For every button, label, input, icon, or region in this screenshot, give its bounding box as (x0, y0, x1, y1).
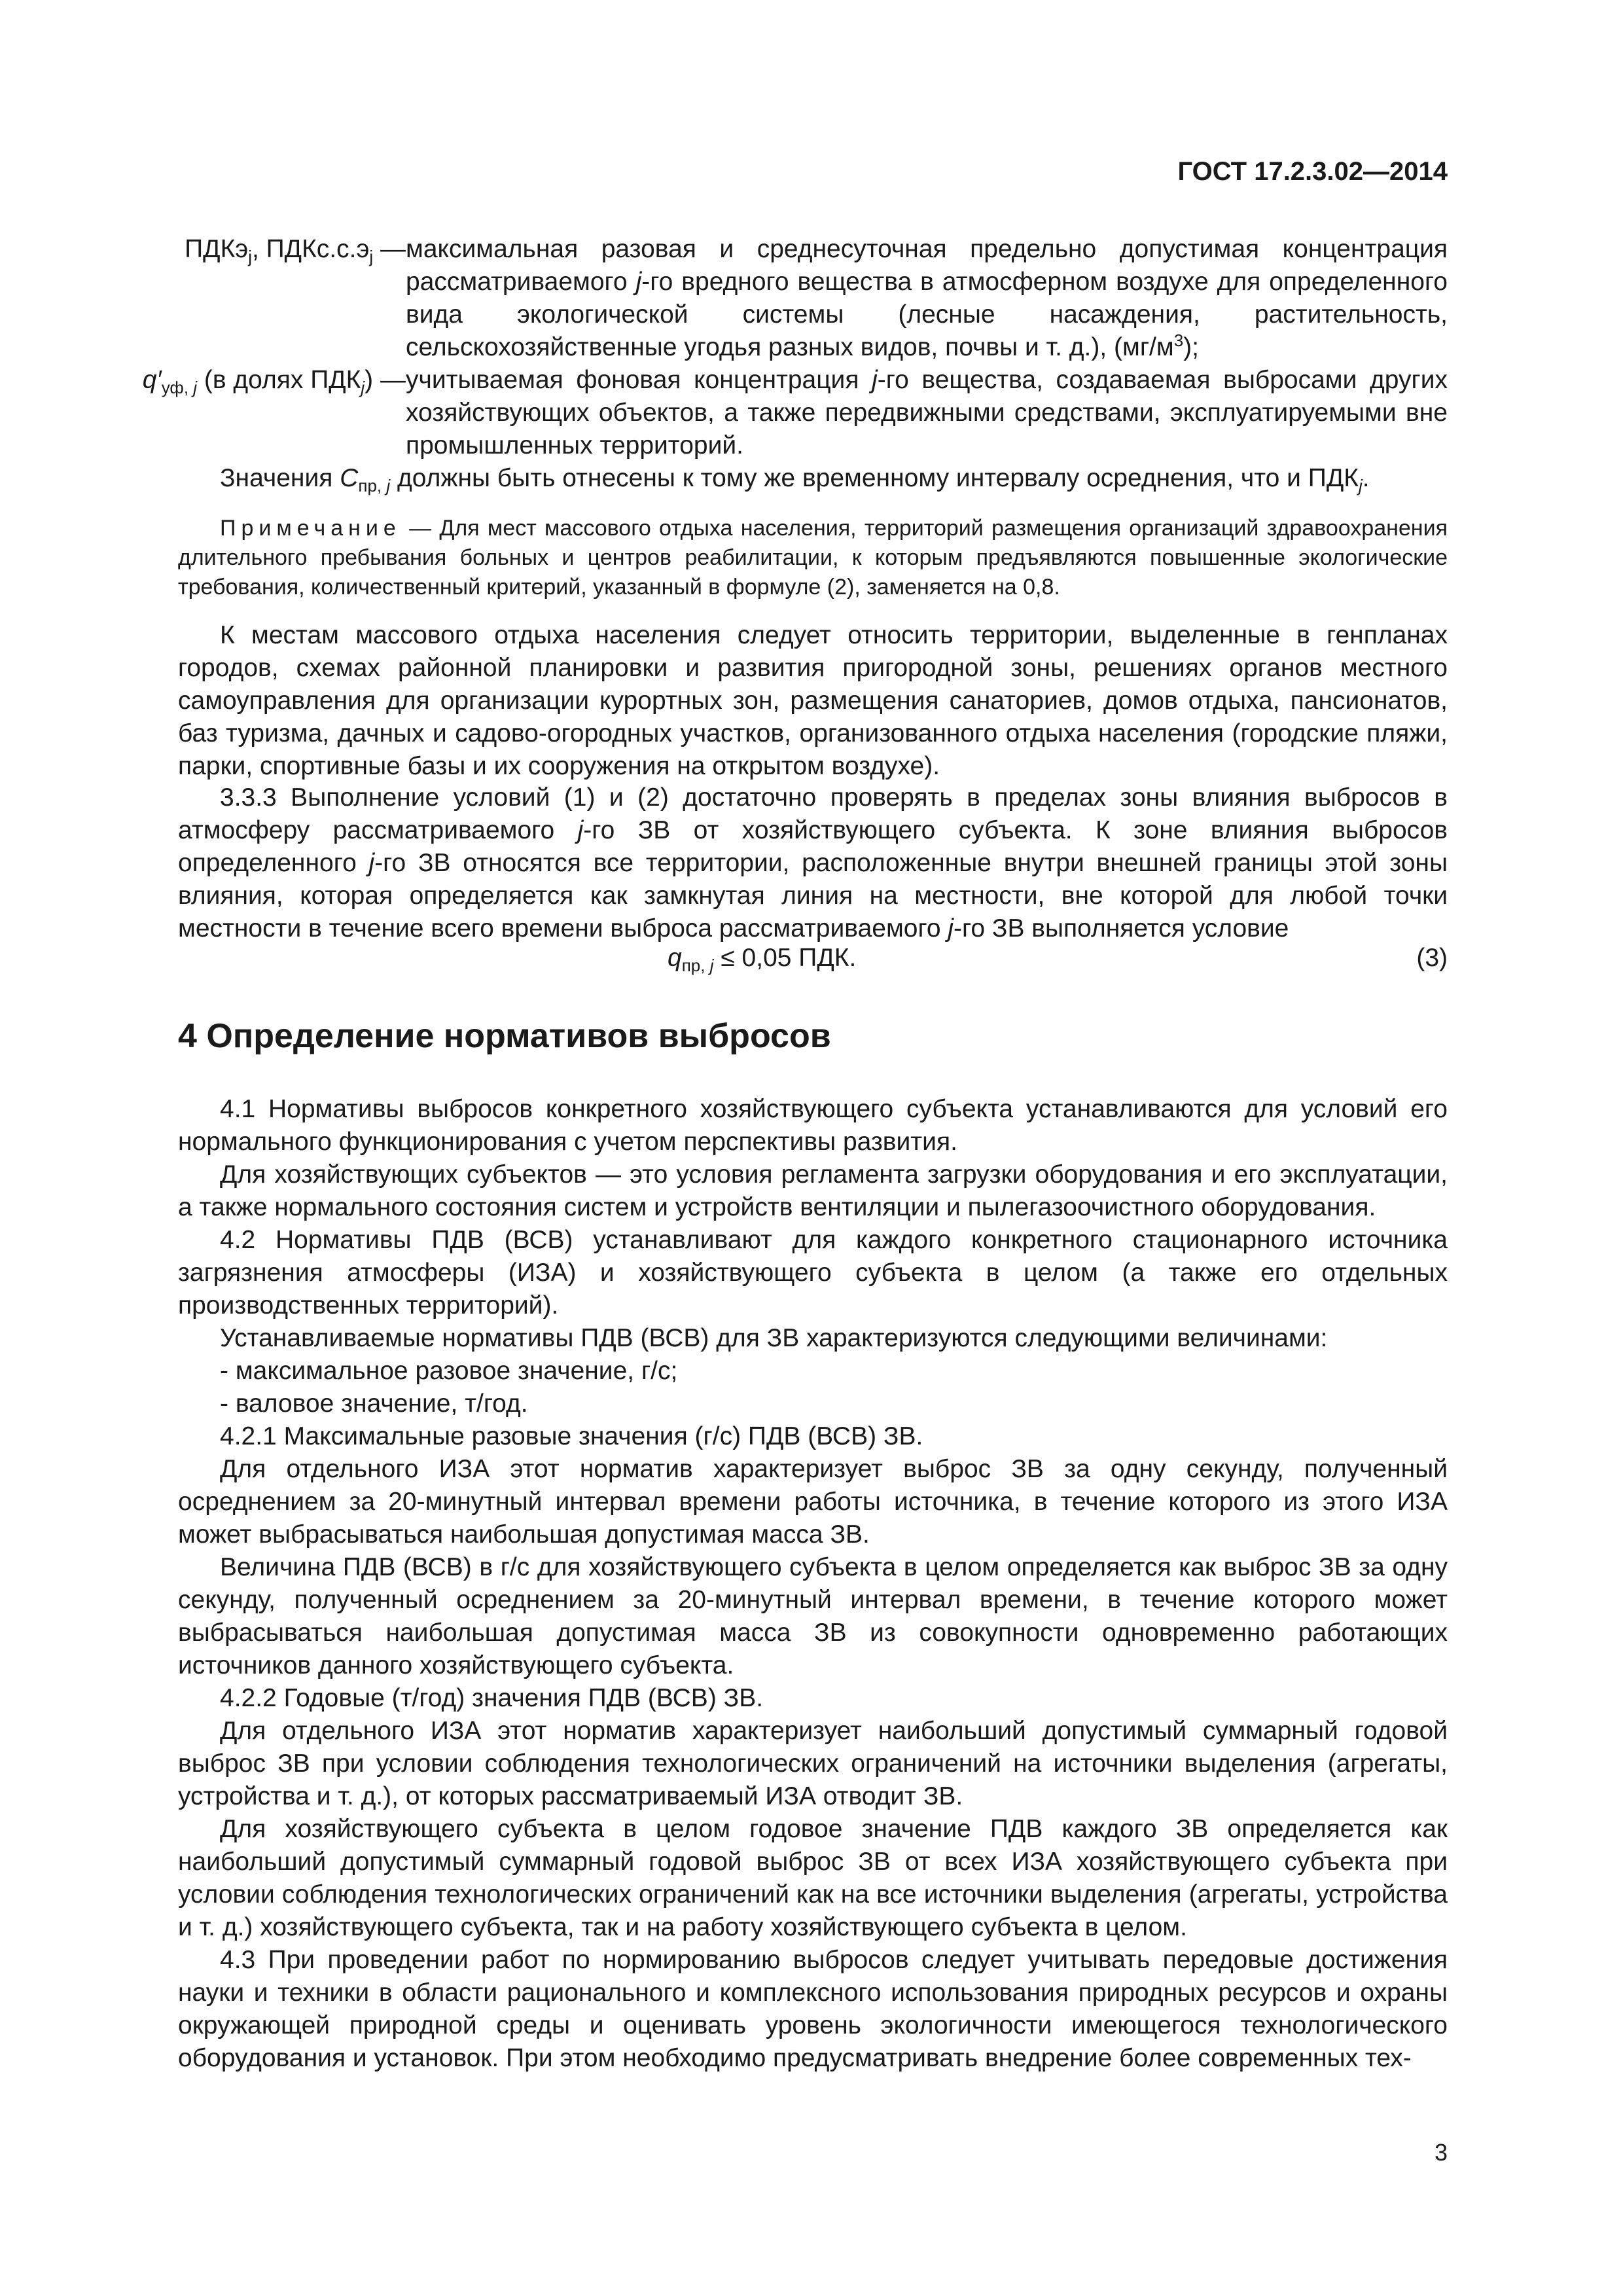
paragraph-rest-places: К местам массового отдыха населения следует относить территории, выделенные в генпланах городов, схемах районной планировки и развития пригородной зоны, решениях органов местного самоуправления для организации курортных зон, размещения санаториев, домов отдыха, пансионатов, баз туризма, дачных и садово-огородных участков, организованного отдыха населения (городские пляжи, парки, спортивные базы и их сооружения на открытом воздухе). (178, 621, 1448, 780)
document-header: ГОСТ 17.2.3.02—2014 (1177, 157, 1448, 186)
paragraph-4-1: 4.1 Нормативы выбросов конкретного хозяйствующего субъекта устанавливаются для условий его нормального функционирования с учетом перспективы развития. (178, 1095, 1448, 1156)
paragraph-4-2-1: 4.2.1 Максимальные разовые значения (г/с) ПДВ (ВСВ) ЗВ. (220, 1422, 923, 1450)
note-text: — Для мест массового отдыха населения, территорий размещения организаций здравоохранения длительного пребывания больных и центров реабилитации, к которым предъявляются повышенные экологические требования, количественный критерий, указанный в формуле (2), заменяется на 0,8. (178, 516, 1448, 600)
definition-term-pdk-eco: ПДКэ$_j$, $ПДКс.с.э_j$ — (185, 235, 406, 266)
paragraph-single-source-annual: Для отдельного ИЗА этот норматив характеризует наибольший допустимый суммарный годовой выброс ЗВ при условии соблюдения технологических ограничений на источники выделения (агрегаты, устройства и т. д.), от которых рассматриваемый ИЗА отводит ЗВ. (178, 1717, 1448, 1810)
list-item-max-single: - максимальное разовое значение, г/с; (220, 1357, 678, 1385)
page-number: 3 (1434, 2139, 1448, 2166)
formula-3: $q_{пр, j} \le 0,05$ ПДК. (668, 944, 857, 975)
paragraph-4-3: 4.3 При проведении работ по нормированию выбросов следует учитывать передовые достижения науки и техники в области рационального и комплексного использования природных ресурсов и охраны окружающей природной среды и оценивать уровень экологичности имеющегося технологического оборудования и установок. При этом необходимо предусматривать внедрение более современных тех- (178, 1946, 1448, 2072)
paragraph-4-2: 4.2 Нормативы ПДВ (ВСВ) устанавливают для каждого конкретного стационарного источника загрязнения атмосферы (ИЗА) и хозяйствующего субъекта в целом (а также его отдельных производственных территорий). (178, 1226, 1448, 1319)
list-item-gross: - валовое значение, т/год. (220, 1390, 528, 1418)
paragraph-operating-conditions: Для хозяйствующих субъектов — это условия регламента загрузки оборудования и его эксплуатации, а также нормального состояния систем и устройств вентиляции и пылегазоочистного оборудования. (178, 1160, 1448, 1221)
paragraph-3-3-3: 3.3.3 Выполнение условий (1) и (2) достаточно проверять в пределах зоны влияния выбросов в атмосферу рассматриваемого j-го ЗВ от хозяйствующего субъекта. К зоне влияния выбросов определенного j-го ЗВ относятся все территории, расположенные внутри внешней границы этой зоны влияния, которая определяется как замкнутая линия на местности, вне которой для любой точки местности в течение всего времени выброса рассматриваемого j-го ЗВ выполняется условие (178, 783, 1448, 942)
paragraph-enterprise-norm: Величина ПДВ (ВСВ) в г/с для хозяйствующего субъекта в целом определяется как выброс ЗВ за одну секунду, полученный осреднением за 20-минутный интервал времени, в течение которого может выбрасываться наибольшая допустимая масса ЗВ из совокупности одновременно работающих источников данного хозяйствующего субъекта. (178, 1553, 1448, 1679)
note-label: Примечание (220, 516, 401, 541)
paragraph-single-source-norm: Для отдельного ИЗА этот норматив характеризует выброс ЗВ за одну секунду, полученный осреднением за 20-минутный интервал времени работы источника, в течение которого из этого ИЗА может выбрасываться наибольшая допустимая масса ЗВ. (178, 1455, 1448, 1549)
values-statement: Значения $C_{пр, j}$ должны быть отнесены к тому же временному интервалу осреднения, что и $ПДК_j$. (220, 464, 1370, 495)
definition-term-background-concentration: $q'_{уф, j}$ (в долях $ПДК_j$) — (142, 366, 406, 397)
section-4-body (178, 1093, 1448, 2075)
paragraph-quantities-intro: Устанавливаемые нормативы ПДВ (ВСВ) для ЗВ характеризуются следующими величинами: (220, 1324, 1328, 1352)
formula-number: (3) (1416, 944, 1448, 972)
definition-body-pdk-eco: максимальная разовая и среднесуточная предельно допустимая концентрация рассматриваемого j-го вредного вещества в атмосферном воздухе для определенного вида экологической системы (лесные насаждения, растительность, сельскохозяйственные угодья разных видов, почвы и т. д.), $(мг/м^3)$; (406, 235, 1448, 361)
paragraph-enterprise-annual: Для хозяйствующего субъекта в целом годовое значение ПДВ каждого ЗВ определяется как наибольший допустимый суммарный годовой выброс ЗВ от всех ИЗА хозяйствующего субъекта при условии соблюдения технологических ограничений как на все источники выделения (агрегаты, устройства и т. д.) хозяйствующего субъекта, так и на работу хозяйствующего субъекта в целом. (178, 1815, 1448, 1941)
note-block (178, 514, 1448, 602)
paragraph-4-2-2: 4.2.2 Годовые (т/год) значения ПДВ (ВСВ) ЗВ. (220, 1684, 764, 1712)
section-heading: 4 Определение нормативов выбросов (178, 1017, 831, 1055)
definition-body-background-concentration: учитываемая фоновая концентрация j-го вещества, создаваемая выбросами других хозяйствующих объектов, а также передвижными средствами, эксплуатируемыми вне промышленных территорий. (406, 366, 1448, 459)
